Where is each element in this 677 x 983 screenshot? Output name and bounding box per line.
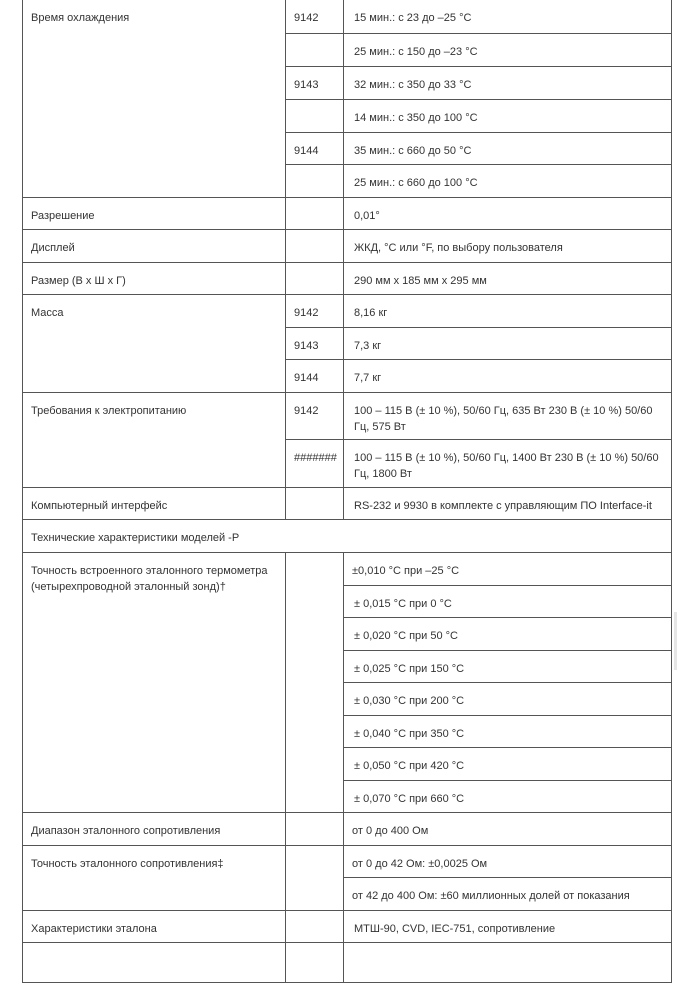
model-cell: 9144 <box>286 133 344 165</box>
model-cell <box>286 911 344 943</box>
model-cell <box>286 198 344 230</box>
value-cell: 32 мин.: с 350 до 33 °С <box>344 67 672 100</box>
value-cell: 290 мм х 185 мм х 295 мм <box>344 263 672 295</box>
value-cell: от 0 до 400 Ом <box>344 813 672 846</box>
value-cell: ± 0,025 °C при 150 °C <box>344 651 672 683</box>
value-cell: 7,7 кг <box>344 360 672 393</box>
value-cell: 8,16 кг <box>344 295 672 328</box>
model-cell <box>286 553 344 813</box>
value-cell: 14 мин.: с 350 до 100 °С <box>344 100 672 133</box>
model-cell <box>286 943 344 983</box>
param-cell: Характеристики эталона <box>23 911 286 943</box>
param-cell: Точность встроенного эталонного термометра (четырехпроводной эталонный зонд)† <box>23 553 286 813</box>
value-cell: от 42 до 400 Ом: ±60 миллионных долей от показания <box>344 878 672 911</box>
value-cell: 25 мин.: с 150 до –23 °С <box>344 34 672 67</box>
param-cell: Требования к электропитанию <box>23 393 286 488</box>
value-cell: ЖКД, °C или °F, по выбору пользователя <box>344 230 672 263</box>
model-cell: 9142 <box>286 0 344 34</box>
model-cell <box>286 813 344 846</box>
model-cell <box>286 230 344 263</box>
value-cell: 0,01° <box>344 198 672 230</box>
model-cell: 9143 <box>286 67 344 100</box>
value-cell: 15 мин.: с 23 до –25 °С <box>344 0 672 34</box>
value-cell: ±0,010 °C при –25 °C <box>344 553 672 586</box>
param-cell: Диапазон эталонного сопротивления <box>23 813 286 846</box>
model-cell <box>286 100 344 133</box>
param-cell: Масса <box>23 295 286 393</box>
model-cell <box>286 34 344 67</box>
model-cell <box>286 263 344 295</box>
value-cell: ± 0,070 °C при 660 °C <box>344 781 672 813</box>
model-cell <box>286 846 344 911</box>
value-cell <box>344 943 672 983</box>
param-cell: Точность эталонного сопротивления‡ <box>23 846 286 911</box>
model-cell: 9142 <box>286 295 344 328</box>
value-cell: ± 0,030 °C при 200 °C <box>344 683 672 716</box>
model-cell: ####### <box>286 440 344 488</box>
specifications-table <box>22 0 672 983</box>
value-cell: 100 – 115 В (± 10 %), 50/60 Гц, 1400 Вт 230 В (± 10 %) 50/60 Гц, 1800 Вт <box>344 440 672 488</box>
param-cell <box>23 943 286 983</box>
value-cell: 7,3 кг <box>344 328 672 360</box>
value-cell: 25 мин.: с 660 до 100 °С <box>344 165 672 198</box>
model-cell <box>286 488 344 520</box>
model-cell: 9143 <box>286 328 344 360</box>
value-cell: 100 – 115 В (± 10 %), 50/60 Гц, 635 Вт 230 В (± 10 %) 50/60 Гц, 575 Вт <box>344 393 672 440</box>
param-cell: Дисплей <box>23 230 286 263</box>
value-cell: от 0 до 42 Ом: ±0,0025 Ом <box>344 846 672 878</box>
value-cell: МТШ-90, CVD, IEC-751, сопротивление <box>344 911 672 943</box>
param-cell: Время охлаждения <box>23 0 286 198</box>
model-cell <box>286 165 344 198</box>
value-cell: RS-232 и 9930 в комплекте с управляющим ПО Interface-it <box>344 488 672 520</box>
param-cell: Размер (В х Ш х Г) <box>23 263 286 295</box>
value-cell: ± 0,020 °C при 50 °C <box>344 618 672 651</box>
value-cell: ± 0,050 °C при 420 °C <box>344 748 672 781</box>
model-cell: 9144 <box>286 360 344 393</box>
value-cell: ± 0,015 °C при 0 °C <box>344 586 672 618</box>
value-cell: 35 мин.: с 660 до 50 °С <box>344 133 672 165</box>
param-cell: Разрешение <box>23 198 286 230</box>
section-header: Технические характеристики моделей -P <box>23 520 672 553</box>
param-cell: Компьютерный интерфейс <box>23 488 286 520</box>
value-cell: ± 0,040 °C при 350 °C <box>344 716 672 748</box>
model-cell: 9142 <box>286 393 344 440</box>
